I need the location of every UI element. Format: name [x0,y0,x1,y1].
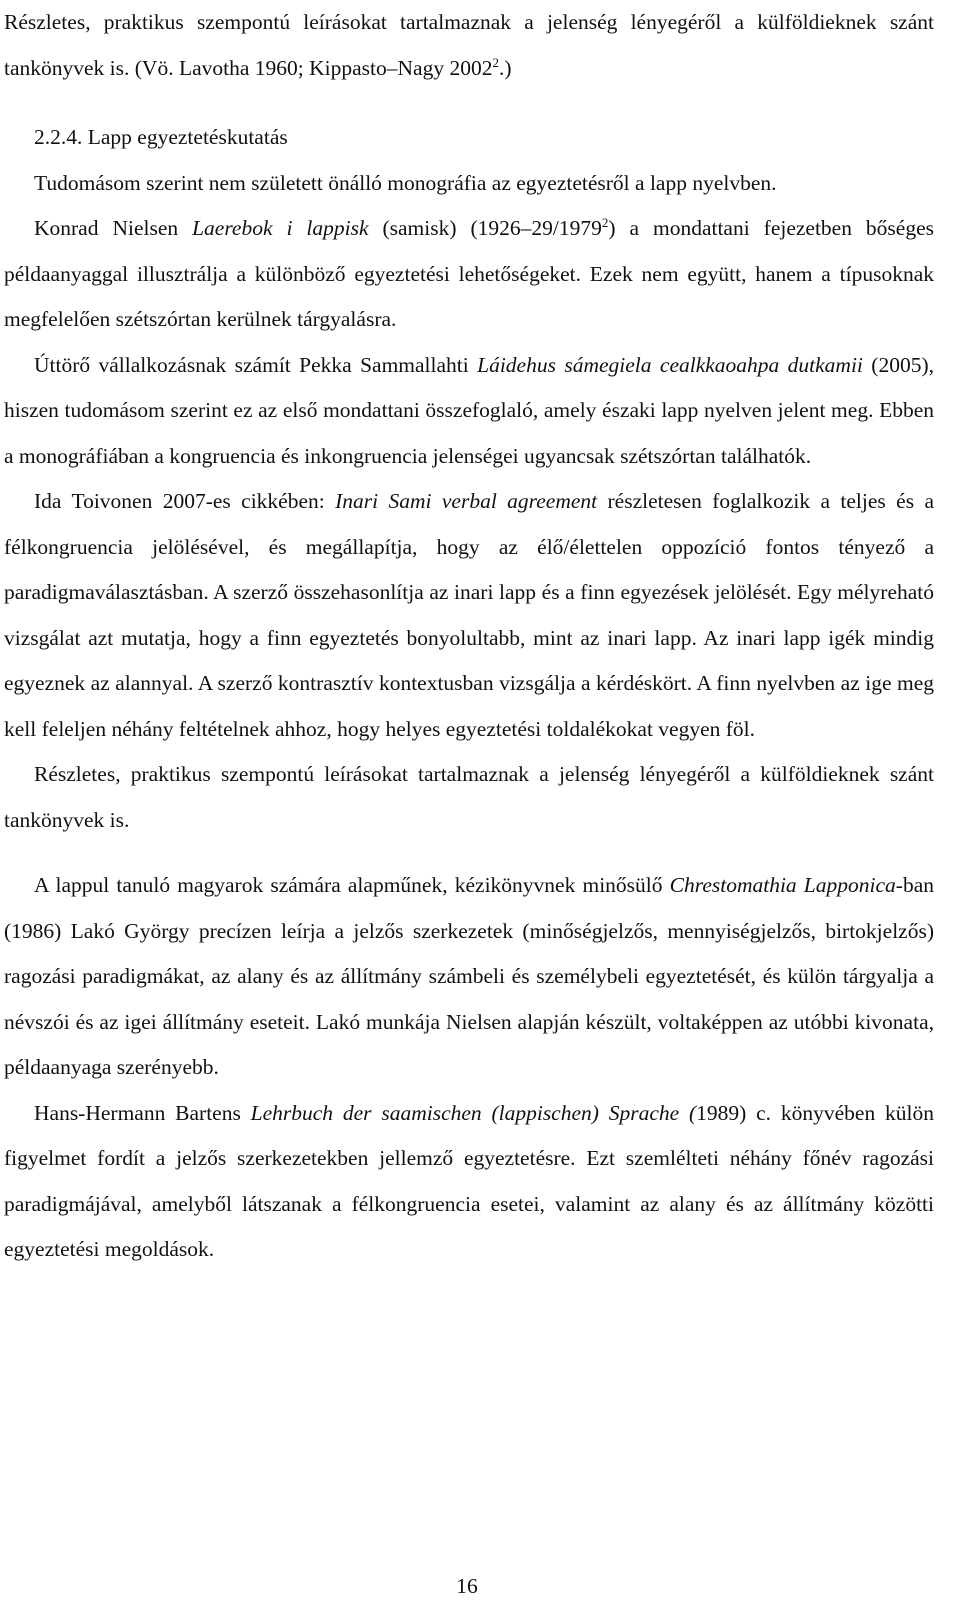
paragraph-3 [4,343,934,480]
p7-text: Hans-Hermann Bartens [34,1100,251,1125]
intro-paragraph [4,0,934,91]
paragraph-4 [4,479,934,752]
p2-text: Konrad Nielsen [34,216,193,240]
p2-text-2: (samisk) (1926–29/1979 [368,216,602,240]
p2-superscript: 2 [601,215,609,230]
edition-superscript: 2 [492,54,499,70]
document-page [4,0,934,1273]
section-heading: 2.2.4. Lapp egyeztetéskutatás [34,125,288,149]
page-number: 16 [456,1574,478,1598]
p7-book-title: Lehrbuch der saamischen (lappischen) Sprache ( [250,1100,697,1125]
paragraph-1: Tudomásom szerint nem született önálló monográfia az egyeztetésről a lapp nyelvben. [34,170,777,195]
p6-text: A lappul tanuló magyarok számára alapműnek, kézikönyvnek minősülő [34,873,670,897]
paragraph-6 [4,863,934,1091]
p4-text-2: részletesen foglalkozik a teljes és a félkongruencia jelölésével, és megállapítja, hogy az élő/élettelen oppozíció fontos tényező a paradigmaválasztásban. A szerző összehasonlítja az inari lapp és a finn egyezések jelölését. Egy mélyreható vizsgálat azt mutatja, hogy a finn egyeztetés bonyolultabb, mint az inari lapp. Az inari lapp igék mindig egyeznek az alannyal. A szerző kontrasztív kontextusban vizsgálja a kérdéskört. A finn nyelvben az ige meg kell feleljen néhány feltételnek ahhoz, hogy helyes egyeztetési toldalékokat vegyen föl. [4,489,934,741]
p2-book-title: Laerebok i lappisk [192,216,369,240]
p3-text: Úttörő vállalkozásnak számít Pekka Sammallahti [34,352,478,377]
paragraph-7 [4,1091,934,1273]
paragraph-5: Részletes, praktikus szempontú leírásokat tartalmaznak a jelenség lényegéről a külföldieknek szánt tankönyvek is. [4,762,934,832]
p4-text: Ida Toivonen 2007-es cikkében: [34,489,336,513]
p2-text-3: ) a mondattani fejezetben bőséges példaanyaggal illusztrálja a különböző egyeztetési lehetőségeket. Ezek nem együtt, hanem a típusoknak megfelelően szétszórtan kerülnek tárgyalásra. [4,216,935,331]
p6-text-2: -ban (1986) Lakó György precízen leírja a jelzős szerkezetek (minőségjelzős, mennyiségjelzős, birtokjelzős) ragozási paradigmákat, az alany és az állítmány számbeli és személybeli egyeztetését, és külön tárgyalja a névszói és az igei állítmány eseteit. Lakó munkája Nielsen alapján készült, voltaképpen az utóbbi kivonata, példaanyaga szerényebb. [4,873,934,1079]
p6-book-title: Chrestomathia Lapponica [669,873,896,897]
spacer [4,91,934,111]
p4-article-title: Inari Sami verbal agreement [335,489,598,513]
p3-text-2: (2005), hiszen tudomásom szerint ez az első mondattani összefoglaló, amely északi lapp nyelven jelent meg. Ebben a monográfiában a kongruencia és inkongruencia jelenségei ugyancsak szétszórtan találhatók. [4,352,934,468]
p3-book-title: Láidehus sámegiela cealkkaoahpa dutkamii [477,352,863,377]
intro-text: Részletes, praktikus szempontú leírásokat tartalmaznak a jelenség lényegéről a külföldieknek szánt tankönyvek is. (Vö. Lavotha 1960; Kippasto–Nagy 2002 [4,10,934,80]
spacer [4,843,934,863]
intro-text-end: .) [498,55,512,80]
p7-text-2: 1989) c. könyvében külön figyelmet fordít a jelzős szerkezetekben jellemző egyeztetésre. Ezt szemlélteti néhány főnév ragozási paradigmájával, amelyből látszanak a félkongruencia esetei, valamint az alany és az állítmány közötti egyeztetési megoldások. [4,1100,934,1261]
paragraph-2 [4,206,934,343]
